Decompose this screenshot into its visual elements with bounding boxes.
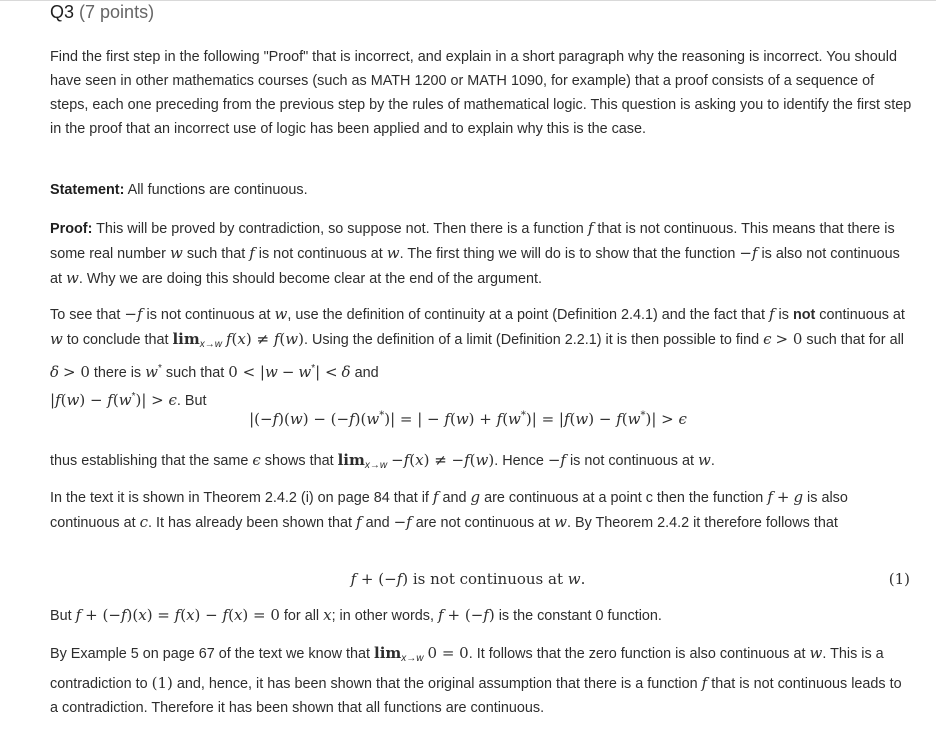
proof-paragraph-6: By Example 5 on page 67 of the text we know that $\lim_{x\to w} 0 = 0$. It follows that the zero function is also continuous at w. This is a contradiction to (1) and, hence, it has been shown that the original assumption that there is a function f that is not continuous leads to a contradiction. Therefore it has been shown that all functions are continuous.	[50, 644, 902, 716]
question-title	[50, 2, 154, 23]
proof-paragraph-4: In the text it is shown in Theorem 2.4.2 (i) on page 84 that if f and g are continuous at a point c then the function f + g is also continuous at c. It has already been shown that f and −f are not continuous at w. By Theorem 2.4.2 it therefore follows that	[50, 488, 848, 531]
display-equation-abs: |(−f)(w) − (−f)(w*)| = | − f(w) + f(w*)| = |f(w) − f(w*)| > ϵ	[249, 410, 687, 428]
statement-paragraph	[50, 178, 912, 202]
question-points: (7 points)	[79, 2, 155, 22]
intro-paragraph: Find the first step in the following "Proof" that is incorrect, and explain in a short paragraph why the reasoning is incorrect. You should have seen in other mathematics courses (such as MATH 1200 or MATH 1090, for example) that a proof consists of a sequence of steps, each one preceding from the previous step by the rules of mathematical logic. This question is asking you to identify the first step in the proof that an incorrect use of logic has been applied and to explain why this is the case.	[50, 49, 912, 137]
proof-paragraph-3: thus establishing that the same ϵ shows that $\lim_{x\to w} -f(x) \ne -f(w)$. Hence −f is not continuous at w.	[50, 451, 715, 471]
proof-label: Proof:	[50, 221, 93, 237]
statement-text: All functions are continuous.	[127, 182, 308, 198]
equation-number: (1)	[888, 570, 910, 588]
proof-paragraph-1: Proof: This will be proved by contradiction, so suppose not. Then there is a function f that is not continuous. This means that there is some real number w such that f is not continuous at w. The first thing we will do is to show that the function −f is also not continuous at w. Why we are doing this should become clear at the end of the argument.	[50, 219, 900, 287]
top-divider	[0, 0, 936, 1]
display-equation-1: f + (−f) is not continuous at w.	[350, 570, 586, 588]
proof-paragraph-5: But f + (−f)(x) = f(x) − f(x) = 0 for all x; in other words, f + (−f) is the constant 0 function.	[50, 606, 662, 624]
question-number: Q3	[50, 2, 75, 22]
statement-label: Statement:	[50, 182, 125, 198]
proof-paragraph-2: To see that −f is not continuous at w, use the definition of continuity at a point (Definition 2.4.1) and the fact that f is not continuous at w to conclude that $\lim_{x\to w} f(x) \ne f(w)$. Using the definition of a limit (Definition 2.2.1) it is then possible to find ϵ > 0 such that for all δ > 0 there is w* such that 0 < |w − w*| < δ and |f(w) − f(w*)| > ϵ. But	[50, 305, 905, 409]
